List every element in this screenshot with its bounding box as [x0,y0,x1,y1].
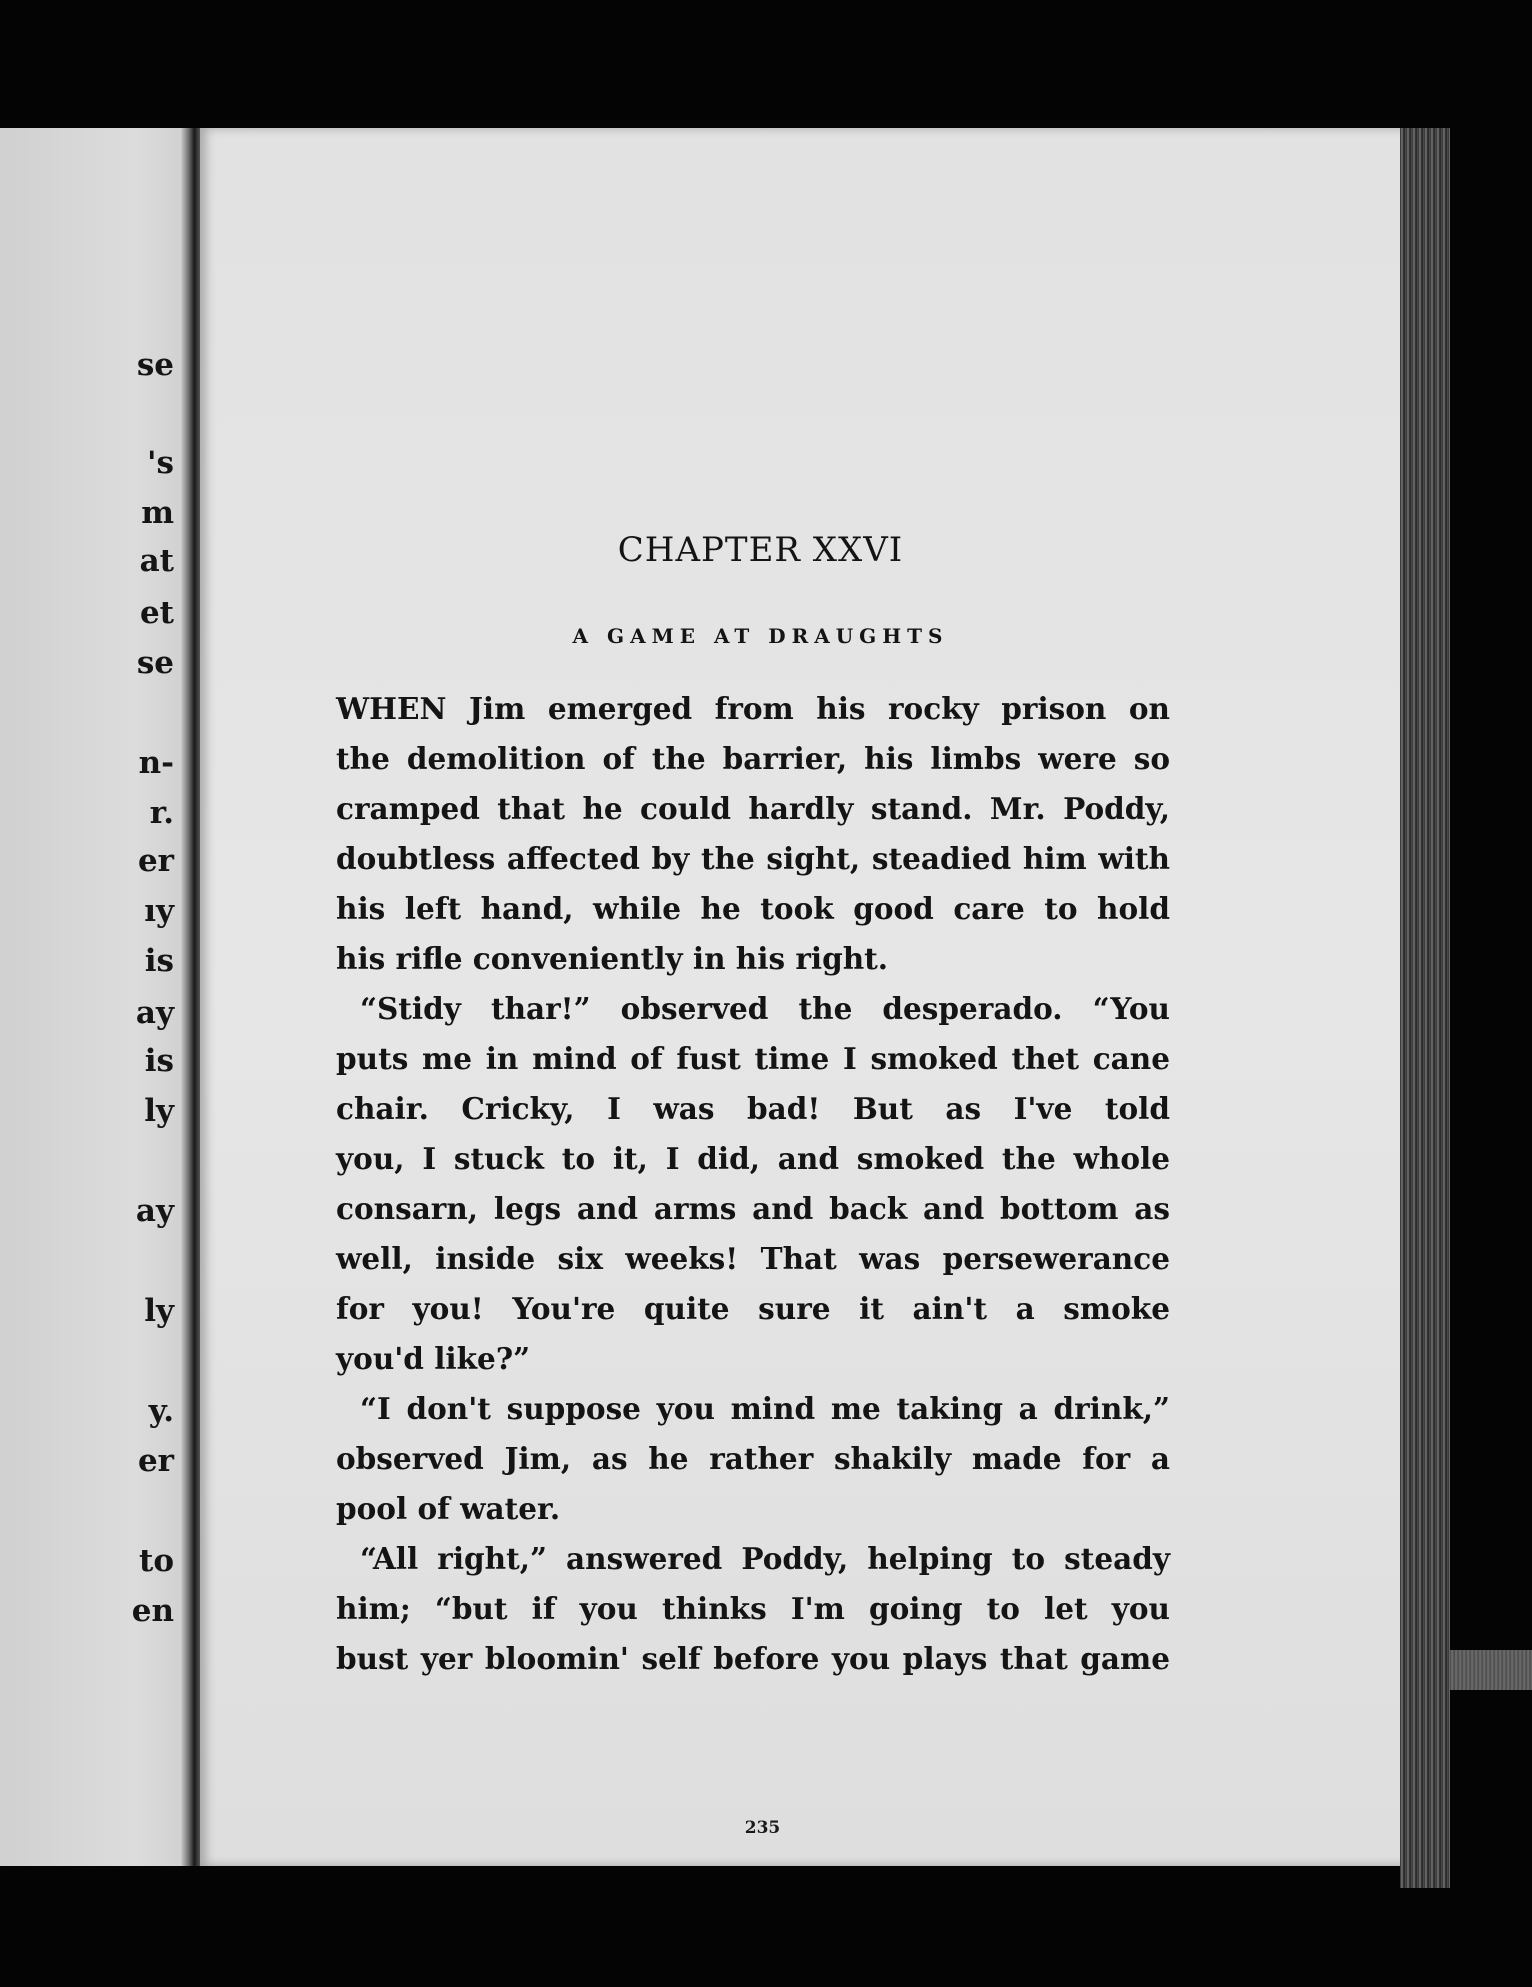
chapter-subtitle: A GAME AT DRAUGHTS [572,624,949,648]
text-line: for you! You're quite sure it ain't a smoke [336,1291,1170,1326]
text-line: observed Jim, as he rather shakily made for a [336,1441,1170,1476]
facing-page-text: ay [135,1193,174,1229]
fore-edge-highlight [1450,1650,1532,1690]
facing-page-text: er [137,843,174,879]
fore-edge [1400,128,1450,1888]
facing-page-text: is [144,1043,174,1079]
facing-page-text: r. [149,795,174,831]
facing-page-text: ly [144,1293,174,1329]
facing-page-text: n- [138,745,174,781]
text-line: you, I stuck to it, I did, and smoked the whole [336,1141,1170,1176]
facing-page-text: se [136,645,174,681]
text-line: his left hand, while he took good care to hold [336,891,1170,926]
text-line: “Stidy thar!” observed the desperado. “You [360,991,1170,1026]
page-number: 235 [744,1818,781,1838]
text-line: WHEN Jim emerged from his rocky prison on [336,691,1170,726]
facing-page-text: at [139,543,174,579]
facing-page-text: y. [148,1393,174,1429]
facing-page-text: ly [144,1093,174,1129]
text-line: his rifle conveniently in his right. [336,941,889,976]
text-line: you'd like?” [336,1341,531,1376]
text-line: him; “but if you thinks I'm going to let you [336,1591,1170,1626]
facing-page-text: se [136,347,174,383]
text-line: well, inside six weeks! That was persewerance [336,1241,1170,1276]
text-line: puts me in mind of fust time I smoked thet cane [336,1041,1170,1076]
facing-page-text: ıy [144,893,174,929]
facing-page-text: 's [147,445,174,481]
facing-page-text: et [139,595,174,631]
facing-page [0,128,192,1866]
facing-page-text: en [131,1593,174,1629]
text-line: the demolition of the barrier, his limbs were so [336,741,1170,776]
facing-page-text: ay [135,995,174,1031]
text-line: doubtless affected by the sight, steadied him with [336,841,1170,876]
text-line: pool of water. [336,1491,561,1526]
facing-page-text: m [141,495,174,531]
text-line: “I don't suppose you mind me taking a drink,” [360,1391,1170,1426]
chapter-title: CHAPTER XXVI [617,530,904,570]
text-line: “All right,” answered Poddy, helping to steady [360,1541,1170,1576]
facing-page-text: is [144,943,174,979]
text-line: bust yer bloomin' self before you plays that game [336,1641,1170,1676]
text-line: chair. Cricky, I was bad! But as I've told [336,1091,1170,1126]
book-page [200,128,1405,1866]
facing-page-text: to [139,1543,174,1579]
text-line: cramped that he could hardly stand. Mr. Poddy, [336,791,1170,826]
facing-page-text: er [137,1443,174,1479]
text-line: consarn, legs and arms and back and bottom as [336,1191,1170,1226]
